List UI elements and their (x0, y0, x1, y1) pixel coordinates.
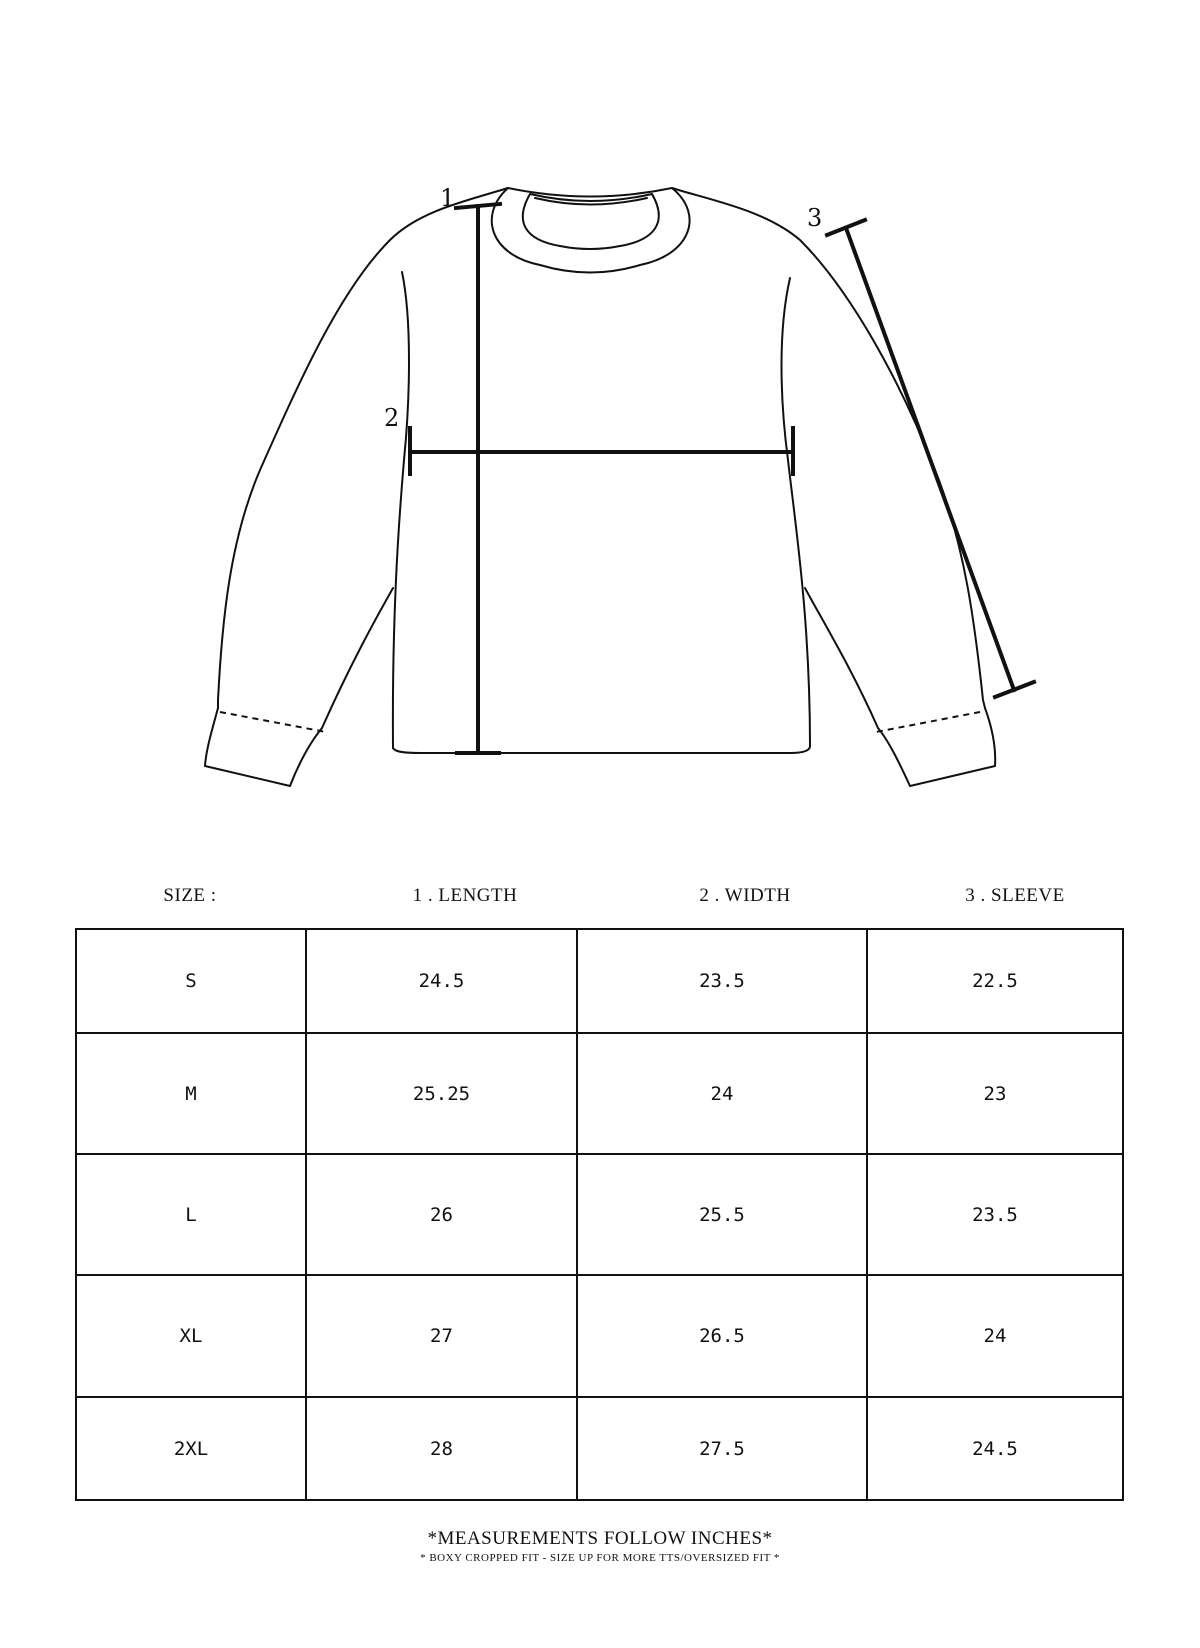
right-cuff-seam (876, 712, 980, 732)
table-header-row (75, 885, 1125, 913)
left-cuff-seam (220, 712, 326, 732)
measurement-lines (410, 204, 1034, 753)
sleeve-cell: 22.5 (868, 930, 1122, 1034)
sleeve-label: 3 (807, 204, 823, 232)
width-label: 2 (384, 404, 400, 432)
left-sleeve-inner (322, 588, 393, 728)
right-sleeve-inner (805, 588, 878, 728)
sleeve-cell: 24 (868, 1276, 1122, 1398)
length-cell: 25.25 (307, 1034, 578, 1155)
size-table (75, 928, 1124, 1501)
width-cell: 23.5 (578, 930, 868, 1034)
width-cell: 25.5 (578, 1155, 868, 1276)
measurement-labels (384, 184, 822, 432)
right-armhole (782, 278, 811, 746)
header-size: SIZE : (163, 885, 217, 906)
length-cell: 27 (307, 1276, 578, 1398)
length-label: 1 (440, 184, 456, 212)
length-cell: 28 (307, 1398, 578, 1499)
header-length: 1 . LENGTH (412, 885, 518, 906)
header-width: 2 . WIDTH (699, 885, 791, 906)
measurement-note: *MEASUREMENTS FOLLOW INCHES* (427, 1528, 773, 1549)
width-cell: 27.5 (578, 1398, 868, 1499)
sleeve-measure-line (846, 228, 1014, 690)
size-cell: S (77, 930, 307, 1034)
size-cell: 2XL (77, 1398, 307, 1499)
size-cell: XL (77, 1276, 307, 1398)
header-sleeve: 3 . SLEEVE (965, 885, 1065, 906)
sleeve-cell: 24.5 (972, 1437, 1018, 1460)
collar-inner (523, 194, 659, 249)
fit-note: * BOXY CROPPED FIT - SIZE UP FOR MORE TTS/OVERSIZED FIT * (420, 1552, 780, 1564)
sweater-outline (205, 188, 995, 786)
left-armhole (393, 272, 409, 748)
width-cell: 24 (578, 1034, 868, 1155)
size-cell: M (77, 1034, 307, 1155)
sleeve-cell: 23 (868, 1034, 1122, 1155)
sleeve-cell: 23.5 (868, 1155, 1122, 1276)
length-cell: 24.5 (307, 930, 578, 1034)
width-cell: 26.5 (578, 1276, 868, 1398)
size-cell: L (77, 1155, 307, 1276)
length-cell: 26 (307, 1155, 578, 1276)
sweater-diagram (0, 0, 1200, 820)
left-sleeve-outer (218, 188, 508, 708)
sleeve-measure-bottom-cap (995, 682, 1034, 697)
